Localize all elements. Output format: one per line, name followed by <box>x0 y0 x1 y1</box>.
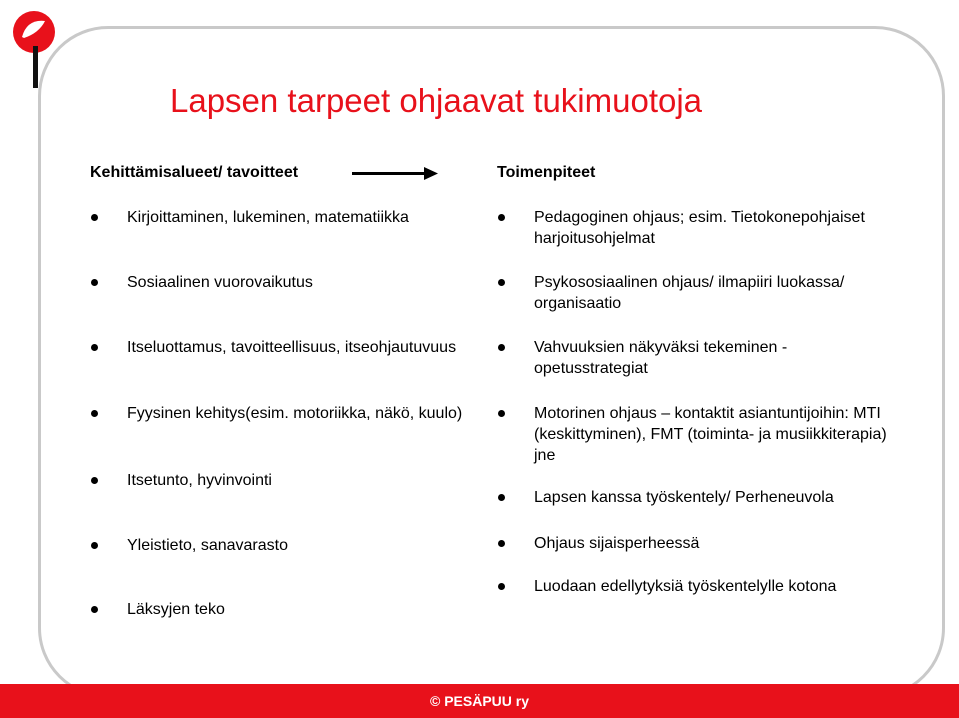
bullet-icon <box>498 540 505 547</box>
left-list-item <box>127 403 462 424</box>
right-list-item-text: Ohjaus sijaisperheessä <box>534 535 700 552</box>
right-list-item <box>534 337 904 379</box>
arrow-right-icon <box>352 165 438 183</box>
right-list-item-text: Pedagoginen ohjaus; esim. Tietokonepohjaiset harjoitusohjelmat <box>534 209 865 247</box>
left-column-heading: Kehittämisalueet/ tavoitteet <box>90 164 299 181</box>
right-list-item-text: Motorinen ohjaus – kontaktit asiantuntijoihin: MTI (keskittyminen), FMT (toiminta- ja musiikkiterapia) jne <box>534 405 887 464</box>
left-list-item <box>127 337 456 358</box>
bullet-icon <box>91 542 98 549</box>
bullet-icon <box>498 410 505 417</box>
bullet-icon <box>498 494 505 501</box>
bullet-icon <box>91 214 98 221</box>
bullet-icon <box>498 583 505 590</box>
left-list-item <box>127 207 409 228</box>
left-list-item-text: Yleistieto, sanavarasto <box>127 537 288 554</box>
bullet-icon <box>91 477 98 484</box>
left-list-item-text: Sosiaalinen vuorovaikutus <box>127 274 313 291</box>
right-list-item-text: Psykososiaalinen ohjaus/ ilmapiiri luokassa/ organisaatio <box>534 274 845 312</box>
left-list-item-text: Läksyjen teko <box>127 601 225 618</box>
bullet-icon <box>498 344 505 351</box>
right-list-item-text: Vahvuuksien näkyväksi tekeminen - opetusstrategiat <box>534 339 788 377</box>
bullet-icon <box>91 344 98 351</box>
right-list-item-text: Lapsen kanssa työskentely/ Perheneuvola <box>534 489 834 506</box>
bullet-icon <box>498 214 505 221</box>
left-list-item-text: Itseluottamus, tavoitteellisuus, itseohjautuvuus <box>127 339 457 356</box>
bullet-icon <box>91 410 98 417</box>
right-list-item <box>534 207 904 249</box>
pesapuu-logo-icon <box>6 6 56 90</box>
right-column-heading: Toimenpiteet <box>497 164 596 181</box>
left-list-item <box>127 272 313 293</box>
bullet-icon <box>91 606 98 613</box>
right-list-item <box>534 403 904 466</box>
left-list-item <box>127 599 225 620</box>
left-list-item <box>127 535 288 556</box>
left-list-item-text: Kirjoittaminen, lukeminen, matematiikka <box>127 209 409 226</box>
footer-bar <box>0 684 959 718</box>
right-list-item <box>534 533 904 554</box>
bullet-icon <box>91 279 98 286</box>
left-list-item-text: Itsetunto, hyvinvointi <box>127 472 272 489</box>
right-list-item-text: Luodaan edellytyksiä työskentelylle kotona <box>534 578 837 595</box>
left-list-item-text: Fyysinen kehitys(esim. motoriikka, näkö, kuulo) <box>127 405 463 422</box>
footer-copyright: © PESÄPUU ry <box>429 693 529 709</box>
right-list-item <box>534 272 904 314</box>
left-list-item <box>127 470 272 491</box>
right-list-item <box>534 487 904 508</box>
right-list-item <box>534 576 904 597</box>
bullet-icon <box>498 279 505 286</box>
slide-title: Lapsen tarpeet ohjaavat tukimuotoja <box>170 82 703 119</box>
